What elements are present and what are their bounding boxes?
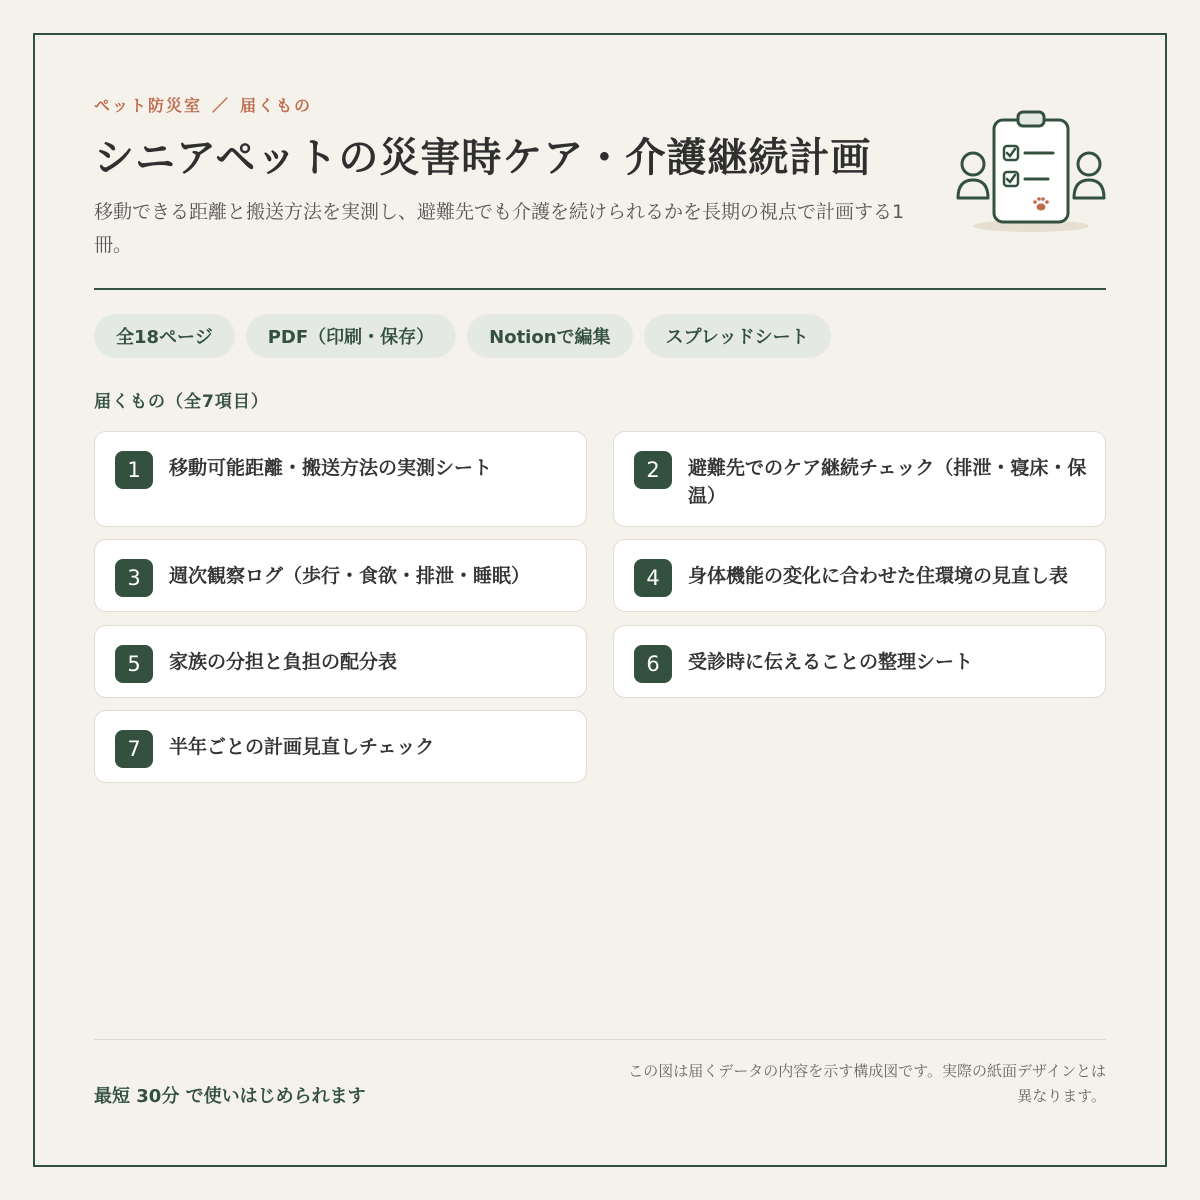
item-number: 4 [634, 559, 672, 597]
item-number: 6 [634, 645, 672, 683]
item-label: 身体機能の変化に合わせた住環境の見直し表 [688, 565, 1069, 587]
header-divider [94, 288, 1106, 290]
breadcrumb-category: ペット防災室 [94, 95, 203, 115]
page-subtitle: 移動できる距離と搬送方法を実測し、避難先でも介護を続けられるかを長期の視点で計画する1冊。 [94, 201, 905, 256]
content-item-3 [94, 539, 587, 612]
item-label: 移動可能距離・搬送方法の実測シート [169, 457, 493, 479]
item-label: 半年ごとの計画見直しチェック [169, 736, 435, 758]
item-number: 2 [634, 451, 672, 489]
item-label: 受診時に伝えることの整理シート [688, 651, 974, 673]
time-note: 最短 30分 で使いはじめられます [94, 1086, 366, 1107]
disclaimer: この図は届くデータの内容を示す構成図です。実際の紙面デザインとは異なります。 [628, 1062, 1106, 1105]
format-chips [94, 314, 831, 358]
footer-divider [94, 1039, 1106, 1040]
chip-spreadsheet: スプレッドシート [644, 314, 831, 358]
content-item-6 [613, 625, 1106, 698]
content-item-7 [94, 710, 587, 783]
content-item-5 [94, 625, 587, 698]
item-number: 7 [115, 730, 153, 768]
item-number: 1 [115, 451, 153, 489]
header [94, 92, 1106, 262]
contents-heading: 届くもの（全7項目） [94, 392, 269, 412]
item-label: 週次観察ログ（歩行・食欲・排泄・睡眠） [169, 565, 531, 587]
breadcrumb-separator: ／ [212, 95, 231, 115]
chip-notion: Notionで編集 [467, 314, 632, 358]
breadcrumb-subcategory: 届くもの [240, 95, 313, 115]
content-item-2 [613, 431, 1106, 527]
page-title: シニアペットの災害時ケア・介護継続計画 [94, 135, 872, 181]
content-item-4 [613, 539, 1106, 612]
item-number: 5 [115, 645, 153, 683]
item-label: 家族の分担と負担の配分表 [169, 651, 398, 673]
item-label: 避難先でのケア継続チェック（排泄・寝床・保温） [688, 457, 1087, 507]
breadcrumb [94, 92, 1106, 116]
clipboard-checklist-with-people-icon [956, 106, 1106, 236]
chip-pdf: PDF（印刷・保存） [246, 314, 456, 358]
chip-pages: 全18ページ [94, 314, 235, 358]
content-item-1 [94, 431, 587, 527]
item-number: 3 [115, 559, 153, 597]
